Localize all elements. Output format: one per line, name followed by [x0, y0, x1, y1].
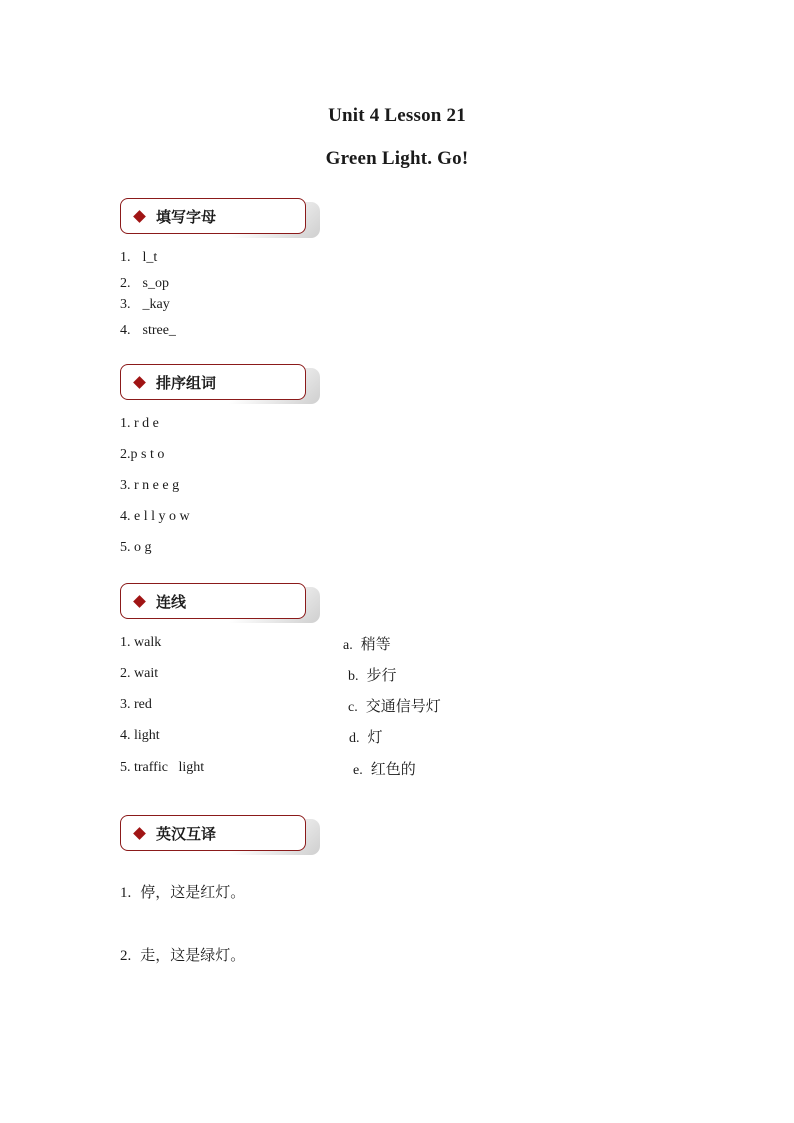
match-left-item: 3. red — [120, 697, 152, 712]
page-subtitle: Green Light. Go! — [325, 148, 469, 169]
match-right-item: a. 稍等 — [343, 635, 391, 653]
section-header-fill — [120, 198, 320, 238]
match-left-item: 2. wait — [120, 666, 159, 681]
page-title: Unit 4 Lesson 21 — [328, 105, 466, 126]
translate-item: 1. 停，这是红灯。 — [120, 883, 246, 901]
section-header-match — [120, 583, 320, 623]
list-item: 4. stree_ — [120, 323, 176, 338]
section-title: 连线 — [156, 593, 187, 611]
match-right-item: c. 交通信号灯 — [348, 697, 441, 715]
match-right-item: e. 红色的 — [353, 760, 416, 778]
section-title: 填写字母 — [156, 208, 217, 226]
list-item: 5. o g — [120, 540, 152, 555]
section-title: 英汉互译 — [156, 825, 217, 843]
list-item: 2. s_op — [120, 276, 169, 291]
list-item: 4. e l l y o w — [120, 509, 190, 524]
list-item: 1. r d e — [120, 416, 159, 431]
match-left-item: 1. walk — [120, 635, 162, 650]
section-title: 排序组词 — [156, 374, 217, 392]
match-right-item: b. 步行 — [348, 666, 397, 684]
list-item: 3. r n e e g — [120, 478, 180, 493]
match-left-item: 4. light — [120, 728, 160, 743]
list-item: 2.p s t o — [120, 447, 165, 462]
list-item: 1. l_t — [120, 250, 158, 265]
translate-item: 2. 走，这是绿灯。 — [120, 946, 246, 964]
match-left-item: 5. traffic light — [120, 760, 205, 775]
list-item: 3. _kay — [120, 297, 170, 312]
match-right-item: d. 灯 — [349, 728, 383, 746]
section-header-order — [120, 364, 320, 404]
section-header-translate — [120, 815, 320, 855]
